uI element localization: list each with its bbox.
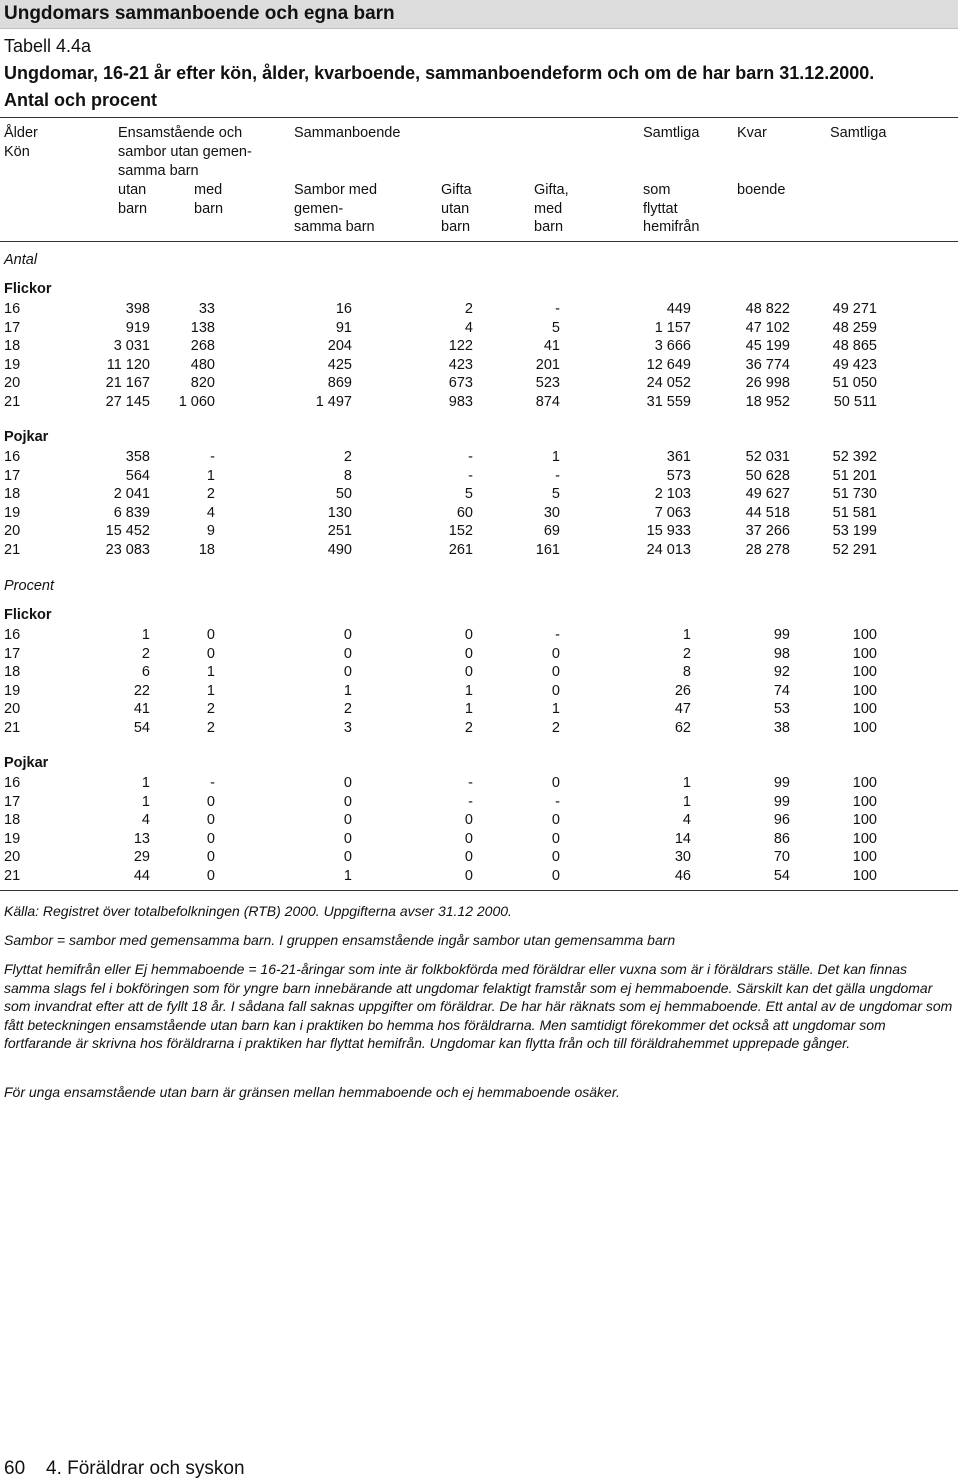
cell-gifta-med-barn: - (555, 627, 560, 643)
cell-samtliga-flyttat: 7 063 (654, 504, 691, 521)
cell-sambor-med-barn: 0 (343, 830, 352, 847)
cell-kvarboende: 99 (773, 793, 790, 810)
cell-samtliga: 51 201 (832, 467, 877, 484)
cell-ensam-med-barn: 0 (206, 645, 215, 662)
cell-samtliga-flyttat: 8 (682, 664, 691, 680)
cell-ensam-utan-barn: 29 (133, 849, 150, 865)
cell-gifta-med-barn: 0 (551, 645, 560, 662)
cell-ensam-med-barn: 0 (206, 867, 215, 884)
cell-sambor-med-barn: 0 (343, 849, 352, 865)
cell-samtliga: 52 291 (832, 541, 877, 558)
cell-gifta-utan-barn: 0 (464, 830, 473, 847)
cell-samtliga-flyttat: 31 559 (646, 393, 691, 410)
cell-kvarboende: 98 (773, 645, 790, 662)
cell-ensam-med-barn: 0 (206, 793, 215, 810)
cell-samtliga-flyttat: 3 666 (654, 338, 691, 354)
cell-gifta-med-barn: 0 (551, 830, 560, 847)
cell-samtliga: 100 (852, 701, 877, 717)
cell-kvarboende: 92 (773, 664, 790, 680)
cell-kvarboende: 38 (773, 719, 790, 736)
cell-samtliga: 100 (852, 775, 877, 791)
cell-samtliga-flyttat: 46 (674, 867, 691, 884)
table-row (0, 848, 958, 867)
cell-alder: 18 (4, 664, 21, 680)
cell-ensam-med-barn: 2 (206, 486, 215, 502)
cell-ensam-med-barn: 268 (190, 338, 215, 354)
table-row (0, 830, 958, 849)
header-kvar: Kvar (737, 125, 767, 141)
cell-alder: 16 (4, 627, 21, 643)
cell-ensam-utan-barn: 4 (141, 812, 150, 828)
cell-samtliga-flyttat: 573 (666, 467, 691, 484)
cell-kvarboende: 44 518 (745, 504, 790, 521)
header-sambor-1: Sambor med (294, 182, 378, 198)
cell-ensam-utan-barn: 21 167 (105, 375, 150, 391)
cell-alder: 19 (4, 830, 21, 847)
cell-kvarboende: 18 952 (745, 393, 790, 410)
cell-samtliga: 53 199 (832, 523, 877, 539)
chapter-title: 4. Föräldrar och syskon (46, 1458, 245, 1479)
table-row (0, 700, 958, 719)
table-row (0, 485, 958, 504)
cell-gifta-utan-barn: - (468, 793, 473, 810)
cell-kvarboende: 70 (773, 849, 790, 865)
cell-ensam-utan-barn: 398 (125, 301, 150, 317)
section-title-band (0, 0, 958, 29)
cell-kvarboende: 47 102 (745, 319, 790, 336)
cell-ensam-utan-barn: 41 (133, 701, 150, 717)
cell-kvarboende: 49 627 (745, 486, 790, 502)
cell-samtliga: 100 (852, 627, 877, 643)
cell-samtliga-flyttat: 2 (682, 645, 691, 662)
cell-gifta-utan-barn: 1 (464, 701, 473, 717)
table-row (0, 522, 958, 541)
cell-samtliga-flyttat: 4 (682, 812, 691, 828)
cell-gifta-utan-barn: - (468, 449, 473, 465)
cell-alder: 16 (4, 301, 21, 317)
cell-samtliga: 49 423 (832, 356, 877, 373)
cell-samtliga: 51 730 (832, 486, 877, 502)
header-samtliga-flyttat-1: Samtliga (643, 125, 700, 141)
table-row (0, 626, 958, 645)
note-flyttat: Flyttat hemifrån eller Ej hemmaboende = 16-21-åringar som inte är folkbokförda med föräldrar eller vuxna som är i föräldrars ställe. Det kan finnas samma slags fel i bokföringen som för yngre barn innebärande att ungdomar felaktigt framstår som ej hemmaboende. Särskilt kan det gälla ungdomar som invandrat efter att de fyllt 18 år. I sådana fall saknas uppgifter om föräldrar. De har här räknats som ej hemmaboende. Ett antal av de ungdomar som fått beteckningen ensamstående utan barn kan i praktiken bo hemma hos föräldrarna. Men samtidigt förekommer det också att ungdomar som fortfarande är skrivna hos föräldrarna i praktiken har flyttat hemifrån. Ungdomar kan flytta från och till föräldrahemmet upprepade gånger. (4, 961, 953, 1051)
cell-ensam-utan-barn: 22 (133, 682, 150, 699)
cell-ensam-utan-barn: 23 083 (105, 541, 150, 558)
header-gifta-med-2: med (534, 201, 563, 217)
table-row (0, 719, 958, 738)
cell-sambor-med-barn: 1 (343, 867, 352, 884)
table-row (0, 682, 958, 701)
cell-gifta-med-barn: 1 (551, 449, 560, 465)
cell-sambor-med-barn: 490 (327, 541, 352, 558)
cell-ensam-med-barn: 0 (206, 812, 215, 828)
table-row (0, 541, 958, 560)
cell-alder: 19 (4, 682, 21, 699)
cell-ensam-med-barn: - (210, 775, 215, 791)
header-gifta-med-1: Gifta, (534, 182, 569, 198)
cell-ensam-utan-barn: 2 041 (113, 486, 150, 502)
table-row (0, 793, 958, 812)
header-alder: Ålder (4, 125, 38, 141)
cell-gifta-utan-barn: 152 (448, 523, 473, 539)
cell-sambor-med-barn: 2 (343, 701, 352, 717)
cell-alder: 21 (4, 719, 21, 736)
cell-sambor-med-barn: 1 497 (315, 393, 352, 410)
cell-sambor-med-barn: 251 (327, 523, 352, 539)
header-sammanboende: Sammanboende (294, 125, 401, 141)
cell-alder: 19 (4, 504, 21, 521)
cell-samtliga: 52 392 (832, 449, 877, 465)
cell-gifta-med-barn: - (555, 793, 560, 810)
cell-sambor-med-barn: 130 (327, 504, 352, 521)
cell-sambor-med-barn: 0 (343, 664, 352, 680)
cell-samtliga: 100 (852, 645, 877, 662)
cell-samtliga-flyttat: 449 (666, 301, 691, 317)
section-title: Ungdomars sammanboende och egna barn (4, 3, 395, 24)
table-row (0, 300, 958, 319)
cell-alder: 17 (4, 645, 21, 662)
cell-ensam-med-barn: 1 (206, 664, 215, 680)
cell-sambor-med-barn: 0 (343, 627, 352, 643)
cell-ensam-med-barn: 4 (206, 504, 215, 521)
cell-ensam-utan-barn: 27 145 (105, 393, 150, 410)
cell-alder: 18 (4, 486, 21, 502)
cell-samtliga: 100 (852, 719, 877, 736)
group-flickor-procent: Flickor (4, 607, 52, 623)
cell-ensam-med-barn: 2 (206, 701, 215, 717)
cell-gifta-med-barn: 69 (543, 523, 560, 539)
cell-ensam-utan-barn: 11 120 (106, 356, 150, 373)
cell-samtliga: 51 050 (832, 375, 877, 391)
cell-gifta-med-barn: 30 (543, 504, 560, 521)
cell-ensam-med-barn: 2 (206, 719, 215, 736)
cell-kvarboende: 36 774 (745, 356, 790, 373)
cell-ensam-utan-barn: 1 (141, 793, 150, 810)
table-row (0, 774, 958, 793)
cell-gifta-utan-barn: 423 (448, 356, 473, 373)
cell-kvarboende: 52 031 (745, 449, 790, 465)
header-boende: boende (737, 182, 786, 198)
cell-gifta-utan-barn: - (468, 775, 473, 791)
cell-ensam-med-barn: 480 (190, 356, 215, 373)
cell-ensam-med-barn: - (210, 449, 215, 465)
cell-sambor-med-barn: 50 (335, 486, 352, 502)
cell-samtliga-flyttat: 14 (674, 830, 691, 847)
table-row (0, 374, 958, 393)
cell-ensam-utan-barn: 2 (141, 645, 150, 662)
cell-samtliga-flyttat: 361 (666, 449, 691, 465)
table-subtitle: Antal och procent (4, 90, 158, 110)
cell-alder: 17 (4, 793, 21, 810)
cell-alder: 18 (4, 812, 21, 828)
group-flickor-antal: Flickor (4, 281, 52, 297)
cell-alder: 20 (4, 701, 21, 717)
table-row (0, 467, 958, 486)
cell-samtliga-flyttat: 12 649 (646, 356, 691, 373)
cell-ensam-utan-barn: 6 (141, 664, 150, 680)
cell-alder: 20 (4, 849, 21, 865)
cell-ensam-utan-barn: 919 (125, 319, 150, 336)
cell-sambor-med-barn: 425 (327, 356, 352, 373)
cell-gifta-utan-barn: 0 (464, 645, 473, 662)
cell-kvarboende: 50 628 (745, 467, 790, 484)
table-row (0, 337, 958, 356)
cell-samtliga: 100 (852, 682, 877, 699)
table-row (0, 504, 958, 523)
cell-kvarboende: 96 (773, 812, 790, 828)
cell-ensam-utan-barn: 358 (125, 449, 150, 465)
cell-gifta-med-barn: 0 (551, 867, 560, 884)
cell-gifta-utan-barn: - (468, 467, 473, 484)
table-row (0, 867, 958, 886)
header-med: med (194, 182, 223, 198)
header-samtliga-flyttat-2: som (643, 182, 671, 198)
cell-kvarboende: 45 199 (745, 338, 790, 354)
cell-alder: 16 (4, 775, 21, 791)
header-top-rule (0, 117, 958, 118)
cell-kvarboende: 99 (773, 627, 790, 643)
cell-sambor-med-barn: 0 (343, 645, 352, 662)
cell-alder: 16 (4, 449, 21, 465)
cell-ensam-med-barn: 1 (206, 467, 215, 484)
cell-gifta-utan-barn: 983 (448, 393, 473, 410)
cell-samtliga: 100 (852, 830, 877, 847)
cell-samtliga-flyttat: 24 013 (646, 541, 691, 558)
cell-ensam-med-barn: 1 (206, 682, 215, 699)
cell-samtliga-flyttat: 1 157 (654, 319, 691, 336)
cell-samtliga-flyttat: 15 933 (646, 523, 691, 539)
cell-gifta-med-barn: 201 (535, 356, 560, 373)
cell-kvarboende: 37 266 (745, 523, 790, 539)
cell-ensam-med-barn: 820 (190, 375, 215, 391)
cell-gifta-utan-barn: 60 (456, 504, 473, 521)
table-title: Ungdomar, 16-21 år efter kön, ålder, kvarboende, sammanboendeform och om de har barn 31.12.2000. (4, 63, 875, 83)
cell-sambor-med-barn: 0 (343, 812, 352, 828)
cell-alder: 19 (4, 356, 21, 373)
cell-sambor-med-barn: 91 (335, 319, 352, 336)
cell-kvarboende: 74 (773, 682, 790, 699)
header-gifta-med-3: barn (534, 219, 564, 235)
cell-samtliga-flyttat: 2 103 (654, 486, 691, 502)
cell-gifta-med-barn: 5 (551, 486, 560, 502)
cell-alder: 20 (4, 523, 21, 539)
header-utan: utan (118, 182, 147, 198)
cell-gifta-utan-barn: 0 (464, 627, 473, 643)
cell-gifta-med-barn: 161 (535, 541, 560, 558)
cell-sambor-med-barn: 16 (335, 301, 352, 317)
cell-gifta-med-barn: 0 (551, 849, 560, 865)
cell-samtliga: 51 581 (832, 504, 877, 521)
cell-gifta-utan-barn: 1 (464, 682, 473, 699)
cell-gifta-utan-barn: 5 (464, 486, 473, 502)
cell-kvarboende: 28 278 (745, 541, 790, 558)
cell-samtliga-flyttat: 1 (682, 793, 691, 810)
note-sambor: Sambor = sambor med gemensamma barn. I gruppen ensamstående ingår sambor utan gemensamma barn (4, 932, 676, 948)
cell-sambor-med-barn: 869 (327, 375, 352, 391)
cell-samtliga-flyttat: 30 (674, 849, 691, 865)
header-ensam-1: Ensamstående och (118, 125, 243, 141)
cell-ensam-med-barn: 0 (206, 627, 215, 643)
table-row (0, 663, 958, 682)
cell-sambor-med-barn: 0 (343, 793, 352, 810)
cell-samtliga: 50 511 (833, 393, 877, 410)
cell-samtliga: 100 (852, 867, 877, 884)
cell-kvarboende: 26 998 (745, 375, 790, 391)
note-source: Källa: Registret över totalbefolkningen (RTB) 2000. Uppgifterna avser 31.12 2000. (4, 903, 512, 919)
header-sambor-2: gemen- (294, 201, 344, 217)
cell-kvarboende: 99 (773, 775, 790, 791)
cell-ensam-utan-barn: 15 452 (105, 523, 150, 539)
cell-alder: 21 (4, 541, 21, 558)
cell-ensam-med-barn: 1 060 (178, 393, 215, 410)
cell-gifta-med-barn: 41 (543, 338, 560, 354)
cell-gifta-med-barn: 2 (551, 719, 560, 736)
cell-alder: 21 (4, 393, 21, 410)
cell-ensam-med-barn: 33 (198, 301, 215, 317)
cell-gifta-utan-barn: 673 (448, 375, 473, 391)
cell-ensam-med-barn: 138 (190, 319, 215, 336)
cell-samtliga-flyttat: 1 (682, 627, 691, 643)
cell-gifta-med-barn: - (555, 467, 560, 484)
cell-ensam-utan-barn: 44 (133, 867, 150, 884)
section-procent: Procent (4, 578, 54, 594)
cell-ensam-utan-barn: 3 031 (113, 338, 150, 354)
cell-ensam-utan-barn: 1 (141, 627, 150, 643)
header-ensam-2: sambor utan gemen- (118, 144, 252, 160)
header-sambor-3: samma barn (294, 219, 375, 235)
cell-samtliga-flyttat: 26 (674, 682, 691, 699)
cell-gifta-med-barn: 0 (551, 664, 560, 680)
cell-sambor-med-barn: 8 (343, 467, 352, 484)
cell-gifta-med-barn: 874 (535, 393, 560, 410)
cell-gifta-utan-barn: 2 (464, 719, 473, 736)
header-bottom-rule (0, 241, 958, 242)
cell-ensam-med-barn: 18 (198, 541, 215, 558)
cell-samtliga-flyttat: 62 (674, 719, 691, 736)
group-pojkar-antal: Pojkar (4, 429, 49, 445)
cell-kvarboende: 48 822 (745, 301, 790, 317)
table-row (0, 448, 958, 467)
header-utan-barn: barn (118, 201, 148, 217)
cell-gifta-med-barn: 5 (551, 319, 560, 336)
header-kon: Kön (4, 144, 30, 160)
cell-alder: 17 (4, 467, 21, 484)
cell-gifta-med-barn: 0 (551, 812, 560, 828)
table-label: Tabell 4.4a (4, 36, 92, 56)
cell-alder: 20 (4, 375, 21, 391)
cell-samtliga: 100 (852, 849, 877, 865)
header-med-barn: barn (194, 201, 224, 217)
cell-kvarboende: 53 (773, 701, 790, 717)
cell-sambor-med-barn: 3 (343, 719, 352, 736)
cell-gifta-utan-barn: 2 (464, 301, 473, 317)
cell-gifta-utan-barn: 0 (464, 664, 473, 680)
cell-kvarboende: 86 (773, 830, 790, 847)
cell-samtliga-flyttat: 1 (682, 775, 691, 791)
cell-gifta-med-barn: - (555, 301, 560, 317)
header-samtliga: Samtliga (830, 125, 887, 141)
cell-samtliga: 48 865 (832, 338, 877, 354)
cell-alder: 21 (4, 867, 21, 884)
cell-sambor-med-barn: 204 (327, 338, 352, 354)
table-bottom-rule (0, 890, 958, 891)
cell-gifta-utan-barn: 0 (464, 867, 473, 884)
header-samtliga-flyttat-4: hemifrån (643, 219, 700, 235)
cell-sambor-med-barn: 2 (343, 449, 352, 465)
cell-gifta-med-barn: 523 (535, 375, 560, 391)
table-row (0, 811, 958, 830)
cell-gifta-med-barn: 0 (551, 775, 560, 791)
header-gifta-utan-1: Gifta (441, 182, 472, 198)
cell-samtliga: 100 (852, 664, 877, 680)
section-antal: Antal (4, 252, 38, 268)
cell-gifta-utan-barn: 261 (448, 541, 473, 558)
cell-samtliga: 100 (852, 793, 877, 810)
cell-alder: 18 (4, 338, 21, 354)
note-osaker: För unga ensamstående utan barn är gränsen mellan hemmaboende och ej hemmaboende osäker. (4, 1084, 620, 1100)
cell-ensam-med-barn: 9 (206, 523, 215, 539)
cell-samtliga: 49 271 (832, 301, 877, 317)
page-number: 60 (4, 1458, 26, 1479)
group-pojkar-procent: Pojkar (4, 755, 49, 771)
cell-samtliga: 48 259 (832, 319, 877, 336)
table-row (0, 356, 958, 375)
cell-sambor-med-barn: 0 (343, 775, 352, 791)
cell-kvarboende: 54 (773, 867, 790, 884)
cell-ensam-utan-barn: 54 (133, 719, 150, 736)
cell-ensam-utan-barn: 6 839 (113, 504, 150, 521)
cell-ensam-med-barn: 0 (206, 849, 215, 865)
table-row (0, 319, 958, 338)
header-ensam-3: samma barn (118, 163, 199, 179)
header-gifta-utan-3: barn (441, 219, 471, 235)
header-samtliga-flyttat-3: flyttat (643, 201, 678, 217)
cell-samtliga-flyttat: 24 052 (646, 375, 691, 391)
table-row (0, 393, 958, 412)
cell-gifta-utan-barn: 4 (464, 319, 473, 336)
cell-sambor-med-barn: 1 (343, 682, 352, 699)
cell-gifta-utan-barn: 0 (464, 849, 473, 865)
cell-alder: 17 (4, 319, 21, 336)
header-gifta-utan-2: utan (441, 201, 470, 217)
cell-gifta-med-barn: 1 (551, 701, 560, 717)
cell-ensam-utan-barn: 564 (125, 467, 150, 484)
cell-ensam-utan-barn: 1 (141, 775, 150, 791)
cell-samtliga: 100 (852, 812, 877, 828)
cell-samtliga-flyttat: 47 (674, 701, 691, 717)
cell-ensam-med-barn: 0 (206, 830, 215, 847)
table-row (0, 645, 958, 664)
cell-gifta-utan-barn: 122 (448, 338, 473, 354)
cell-ensam-utan-barn: 13 (133, 830, 150, 847)
cell-gifta-utan-barn: 0 (464, 812, 473, 828)
cell-gifta-med-barn: 0 (551, 682, 560, 699)
